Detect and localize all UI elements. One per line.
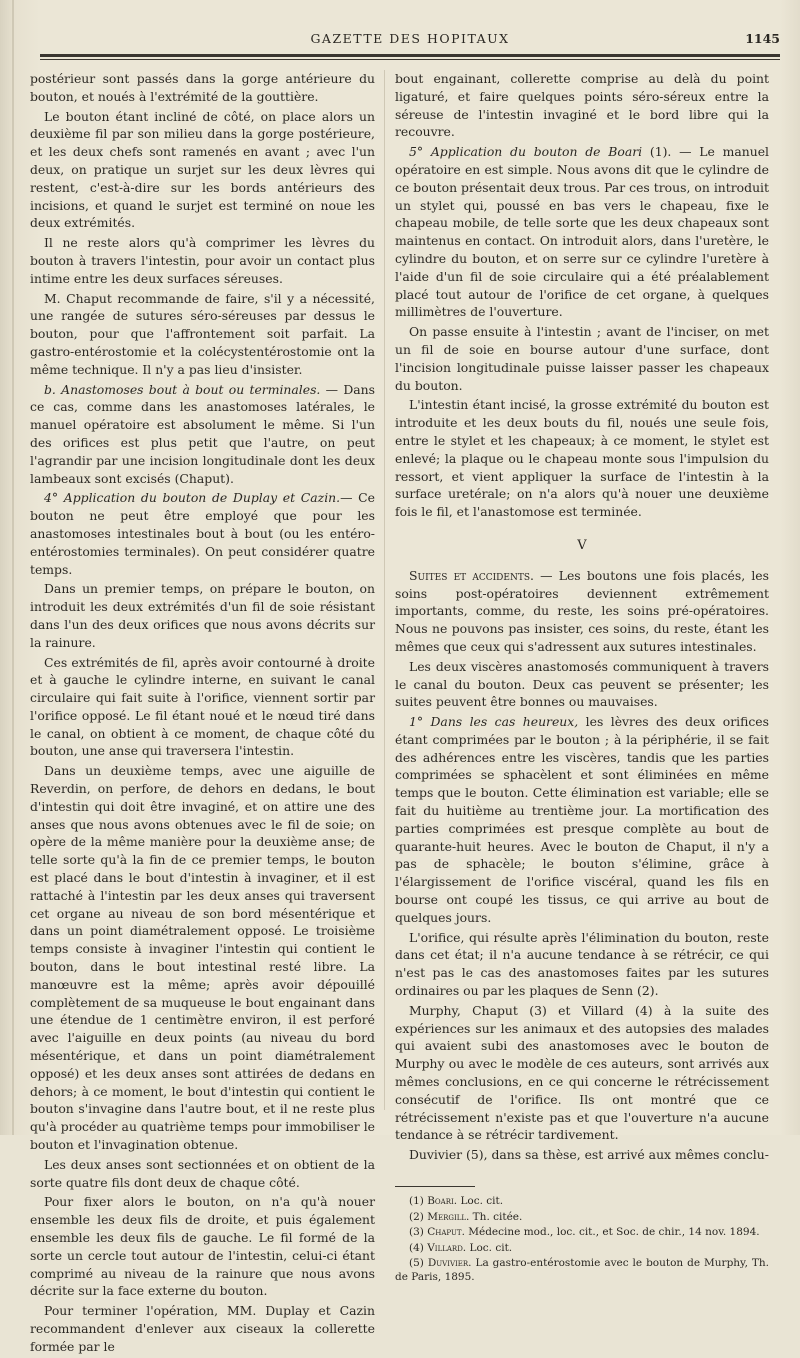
left-column — [30, 70, 375, 1358]
right-column — [395, 70, 769, 1287]
running-title: GAZETTE DES HOPITAUX — [310, 31, 510, 46]
paragraph: postérieur sont passés dans la gorge antérieure du bouton, et noués à l'extrémité de la gouttière. — [30, 71, 375, 104]
paragraph: Murphy, Chaput (3) et Villard (4) à la suite des expériences sur les animaux et des autopsies des malades qui avaient subi des anastomoses avec le bouton de Murphy ou avec le modèle de ces auteurs, sont arrivés aux mêmes conclusions, en ce qui concerne le rétrécissement consécutif de l'orifice. Ils ont montré que ce rétrécissement n'existe pas et que l'ouverture n'a aucune tendance à se rétrécir tardivement. — [395, 1002, 769, 1143]
paragraph: Il ne reste alors qu'à comprimer les lèvres du bouton à travers l'intestin, pour avoir un contact plus intime entre les deux surfaces séreuses. — [30, 235, 375, 286]
paragraph: Le bouton étant incliné de côté, on place alors un deuxième fil par son milieu dans la gorge postérieure, et les deux chefs sont ramenés en avant ; avec l'un deux, on pratique un surjet sur les deux lèvres qui restent, c'est-à-dire sur les bords antérieurs des incisions, et quand le surjet est terminé on noue les deux extrémités. — [30, 108, 375, 231]
paragraph-text: — Les boutons une fois placés, les soins post-opératoires deviennent extrêmement importants, comme, du reste, les soins pré-opératoires. Nous ne pouvons pas insister, ces soins, du reste, étant les mêmes que ceux qui s'adressent aux sutures intestinales. — [395, 567, 769, 654]
subsection-title: 4° Application du bouton de Duplay et Cazin. — [44, 490, 341, 506]
paragraph: Dans un deuxième temps, avec une aiguille de Reverdin, on perfore, de dehors en dedans, le bout d'intestin qui doit être invaginé, et on attire une des anses que nous avons obtenues avec le fil de soie; on opère de la même manière pour la deuxième anse; de telle sorte qu'à la fin de ce premier temps, le bouton est placé dans le bout d'intestin à invaginer, et il est rattaché à l'intestin par les deux anses qui traversent cet organe au niveau de son bord mésentérique et dans un point diamétralement opposé. Le troisième temps consiste à invaginer l'intestin qui contient le bouton, dans le bout intestinal resté libre. La manœuvre est la même; après avoir dépouillé complètement de sa muqueuse le bout engainant dans une étendue de 1 centimètre environ, il est perforé avec l'aiguille en deux points (au niveau du bord mésentérique, et dans un point diamétralement opposé) et les deux anses sont attirées de dedans en dehors; à ce moment, le bout d'intestin qui contient le bouton s'invagine dans l'autre bout, et il ne reste plus qu'à procéder au quatrième temps pour immobiliser le bouton et l'invagination obtenue. — [30, 763, 375, 1153]
section-title: Suites et accidents. — [409, 567, 534, 583]
paragraph: Les deux anses sont sectionnées et on obtient de la sorte quatre fils dont deux de chaque côté. — [30, 1156, 375, 1190]
page-header — [40, 30, 780, 48]
section-numeral: V — [577, 537, 587, 553]
paragraph: Dans un premier temps, on prépare le bouton, on introduit les deux extrémités d'un fil de soie résistant dans l'un des deux orifices que nous avons décrits sur la rainure. — [30, 581, 375, 650]
page-number: 1145 — [745, 31, 780, 46]
paragraph-text: les lèvres des deux orifices étant comprimées par le bouton ; à la périphérie, il se fait des adhérences entre les viscères, tandis que les parties comprimées se sphacèlent et sont éliminées en même temps que le bouton. Cette élimination est variable; elle se fait du huitième au trentième jour. La mortification des parties comprimées est presque complète au bout de quarante-huit heures. Avec le bouton de Chaput, il n'y a pas de sphacèle; le bouton s'élimine, grâce à l'élargissement de l'orifice viscéral, quand les fils en bourse ont coupé les tissus, ce qui arrive au bout de quelques jours. — [395, 714, 770, 925]
paragraph: L'orifice, qui résulte après l'élimination du bouton, reste dans cet état; il n'a aucune tendance à se rétrécir, ce qui n'est pas le cas des anastomoses faites par les sutures ordinaires ou par les plaques de Senn (2). — [395, 929, 769, 999]
paragraph — [395, 567, 769, 656]
paragraph: Pour fixer alors le bouton, on n'a qu'à nouer ensemble les deux fils de droite, et puis également ensemble les deux fils de gauche. Le fil formé de la sorte un cercle tout autour de l'intestin, celui-ci étant comprimé au niveau de la rainure que nous avons décrite sur la face externe du bouton. — [30, 1194, 375, 1299]
column-divider — [384, 70, 385, 1110]
binding-gutter — [12, 0, 14, 1135]
paragraph: Les deux viscères anastomosés communiquent à travers le canal du bouton. Deux cas peuvent se présenter; les suites peuvent être bonnes ou mauvaises. — [395, 658, 769, 710]
footnote: (1) Boari. Loc. cit. — [409, 1195, 504, 1208]
paragraph-text: — Dans ce cas, comme dans les anastomoses latérales, le manuel opératoire est absolument le même. Si l'un des orifices est plus petit que l'autre, on peut l'agrandir par une incision longitudinale dont les deux lambeaux sont excisés (Chaput). — [30, 381, 375, 486]
footnote: (2) Mergill. Th. citée. — [409, 1210, 523, 1223]
paragraph — [30, 489, 375, 578]
subsection-title: 5° Application du bouton de Boari — [409, 144, 643, 160]
header-rule-thick — [40, 54, 780, 57]
paragraph: Pour terminer l'opération, MM. Duplay et Cazin recommandent d'enlever aux ciseaux la collerette formée par le — [30, 1303, 375, 1354]
paragraph: Ces extrémités de fil, après avoir contourné à droite et à gauche le cylindre interne, en suivant le canal circulaire qui fait suite à l'orifice, viennent sortir par l'orifice opposé. Le fil étant noué et le nœud tiré dans le canal, on obtient à ce moment, de chaque côté du bouton, une anse qui traversera l'intestin. — [30, 654, 375, 759]
footnote-rule — [395, 1186, 475, 1187]
paragraph: bout engainant, collerette comprise au delà du point ligaturé, et faire quelques points séro-séreux entre la séreuse de l'intestin invaginé et le bord libre qui la recouvre. — [395, 71, 769, 140]
paragraph — [30, 381, 375, 488]
paragraph: M. Chaput recommande de faire, s'il y a nécessité, une rangée de sutures séro-séreuses par dessus le bouton, pour que l'affrontement soit parfait. La gastro-entérostomie et la colécystentérostomie ont la même technique. Il n'y a pas lieu d'insister. — [30, 290, 375, 377]
paragraph — [395, 143, 769, 321]
paragraph — [395, 713, 769, 927]
paragraph: Duvivier (5), dans sa thèse, est arrivé aux mêmes conclu- — [409, 1147, 769, 1163]
footnote: (3) Chaput. Médecine mod., loc. cit., et Soc. de chir., 14 nov. 1894. — [409, 1226, 760, 1239]
footnote-ref: (1). — [642, 144, 672, 160]
subsection-title: b. Anastomoses bout à bout ou terminales. — [44, 381, 321, 397]
paragraph: L'intestin étant incisé, la grosse extrémité du bouton est introduite et les deux bouts du fil, noués une seule fois, entre le stylet et les chapeaux; à ce moment, le stylet est enlevé; la plaque ou le chapeau monte sous l'impulsion du ressort, et vient appliquer la surface de l'intestin à la surface uretérale; on n'a alors qu'à nouer une deuxième fois le fil, et l'anastomose est terminée. — [395, 397, 769, 520]
paragraph: On passe ensuite à l'intestin ; avant de l'inciser, on met un fil de soie en bourse autour d'une surface, dont l'incision longitudinale puisse laisser passer les chapeaux du bouton. — [395, 324, 769, 393]
footnote: (4) Villard. Loc. cit. — [409, 1241, 513, 1254]
footnote: (5) Duvivier. La gastro-entérostomie avec le bouton de Murphy, Th. de Paris, 1895. — [395, 1257, 769, 1283]
paragraph-text: — Le manuel opératoire en est simple. Nous avons dit que le cylindre de ce bouton présentait deux trous. Par ces trous, on introduit un stylet qui, poussé en bas vers le chapeau, fixe le chapeau mobile, de telle sorte que les deux chapeaux sont maintenus en contact. On introduit alors, dans l'uretère, le cylindre du bouton, et on serre sur ce cylindre l'uretère à l'aide d'un fil de soie circulaire qui a été préalablement placé tout autour de l'orifice de cet organe, à quelques millimètres de l'ouverture. — [395, 144, 769, 320]
paragraph-text: — Ce bouton ne peut être employé que pour les anastomoses intestinales bout à bout (ou les entéro-entérostomies terminales). On peut considérer quatre temps. — [30, 490, 375, 577]
header-rule-thin — [40, 59, 780, 60]
subsection-title: 1° Dans les cas heureux, — [409, 714, 579, 730]
